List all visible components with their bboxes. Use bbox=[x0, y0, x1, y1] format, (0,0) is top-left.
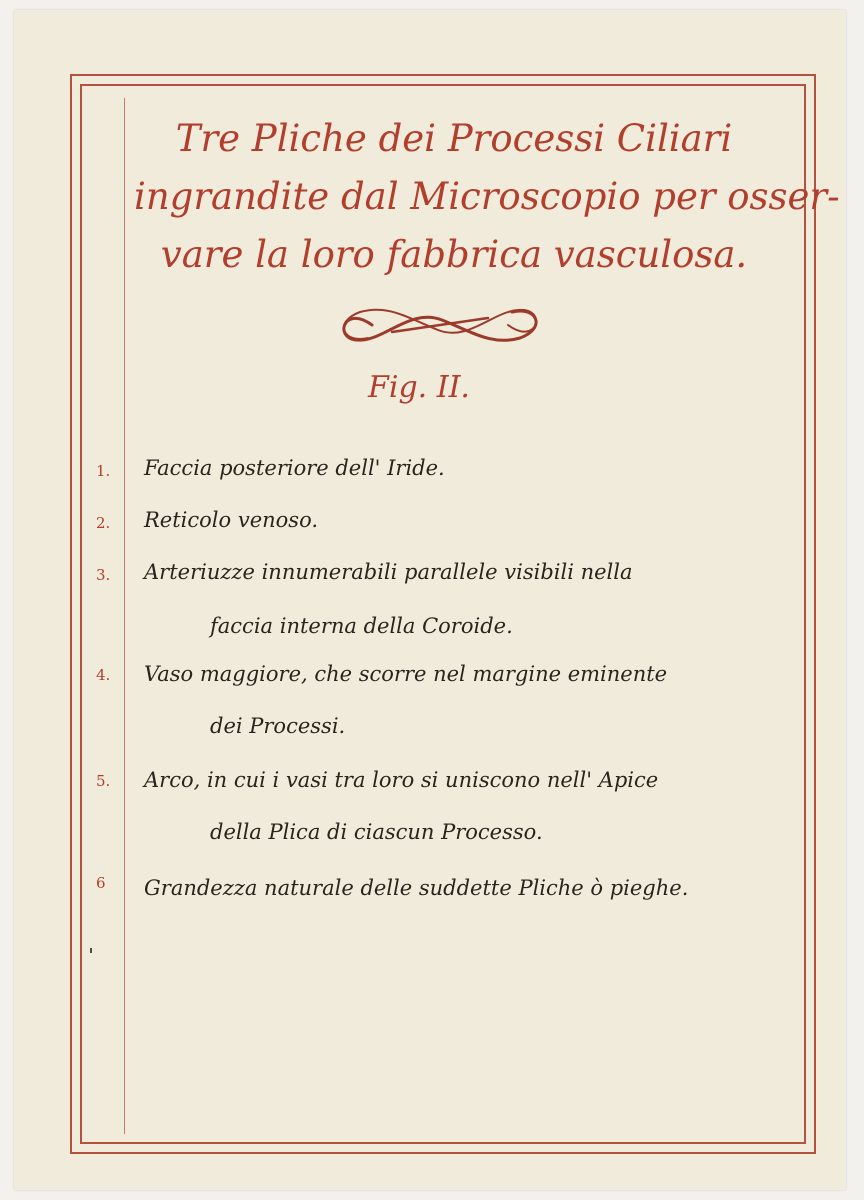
entry-text-continuation: faccia interna della Coroide. bbox=[210, 614, 513, 638]
entry-number: 2. bbox=[96, 514, 111, 532]
entry-text: Faccia posteriore dell' Iride. bbox=[144, 456, 445, 480]
entry-text: Arteriuzze innumerabili parallele visibili nella bbox=[144, 560, 633, 584]
entry-number: 1. bbox=[96, 462, 111, 480]
entry-text: Vaso maggiore, che scorre nel margine eminente bbox=[144, 662, 668, 686]
entry-text-continuation: dei Processi. bbox=[210, 714, 346, 738]
title-line-3: vare la loro fabbrica vasculosa. bbox=[160, 233, 748, 276]
page-title bbox=[134, 110, 840, 284]
entry-number: 5. bbox=[96, 772, 111, 790]
entry-number: 4. bbox=[96, 666, 111, 684]
entry-text: Grandezza naturale delle suddette Pliche ò pieghe. bbox=[144, 876, 689, 900]
entry-number: 6 bbox=[96, 874, 106, 892]
entry-text: Reticolo venoso. bbox=[144, 508, 319, 532]
title-line-1: Tre Pliche dei Processi Ciliari bbox=[175, 117, 733, 160]
figure-label: Fig. II. bbox=[368, 370, 470, 405]
ink-mark bbox=[90, 948, 92, 953]
manuscript-page bbox=[14, 10, 846, 1190]
entry-text: Arco, in cui i vasi tra loro si uniscono nell' Apice bbox=[144, 768, 659, 792]
title-line-2: ingrandite dal Microscopio per osser- bbox=[134, 175, 840, 218]
entry-number: 3. bbox=[96, 566, 111, 584]
entry-text-continuation: della Plica di ciascun Processo. bbox=[210, 820, 543, 844]
margin-rule bbox=[124, 98, 125, 1134]
flourish-ornament bbox=[332, 298, 548, 352]
